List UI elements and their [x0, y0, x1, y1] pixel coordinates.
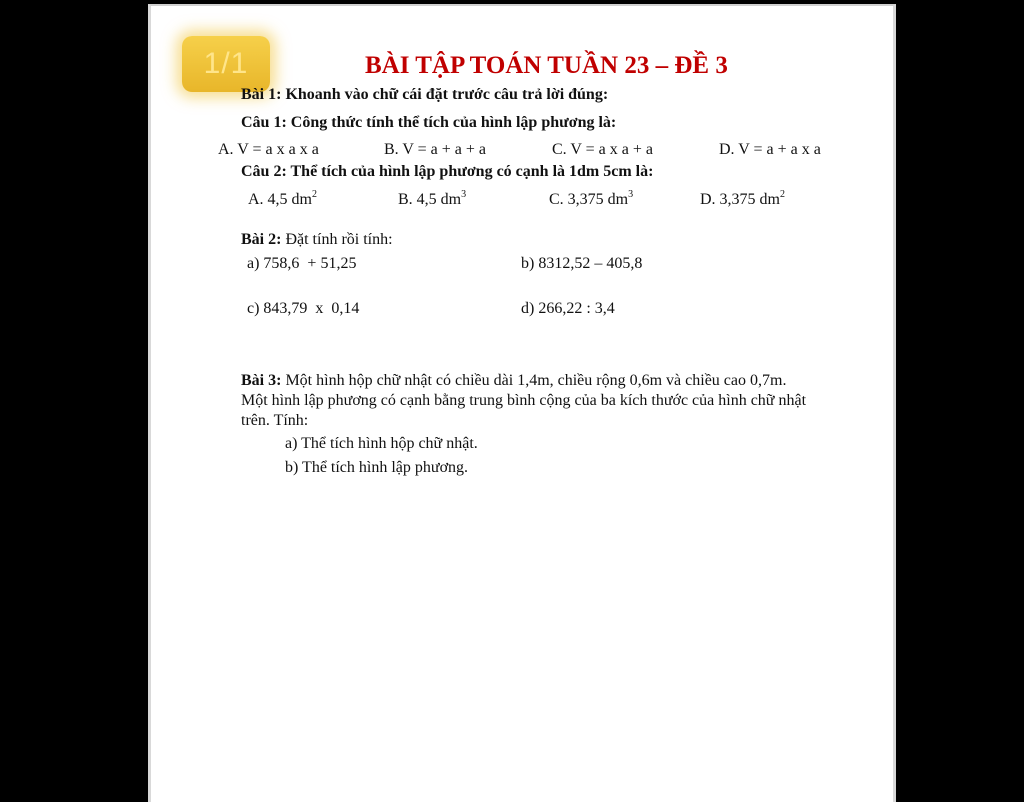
cau1-question: Câu 1: Công thức tính thể tích của hình lập phương là:: [241, 114, 617, 131]
bai2-item-a: a) 758,6 + 51,25: [247, 255, 357, 272]
bai2-heading: Bài 2: Đặt tính rồi tính:: [241, 231, 393, 248]
cau2-option-c: C. 3,375 $dm^3$: [549, 189, 634, 208]
cau2-option-b: B. 4,5 $dm^3$: [398, 189, 467, 208]
bai3-part-a: a) Thể tích hình hộp chữ nhật.: [285, 435, 478, 452]
bai2-item-c: c) 843,79 x 0,14: [247, 300, 360, 317]
bai3-line1: Bài 3: Một hình hộp chữ nhật có chiều dài 1,4m, chiều rộng 0,6m và chiều cao 0,7m.: [241, 372, 787, 389]
cau2-option-d: D. 3,375 $dm^2$: [700, 189, 785, 208]
cau1-option-b: B. V = a + a + a: [384, 141, 487, 158]
bai3-line3: trên. Tính:: [241, 412, 309, 429]
bai3-part-b: b) Thể tích hình lập phương.: [285, 459, 469, 476]
cau1-option-a: A. V = a x a x a: [218, 141, 319, 158]
document-title: BÀI TẬP TOÁN TUẦN 23 – ĐỀ 3: [365, 52, 728, 79]
bai1-heading: Bài 1: Khoanh vào chữ cái đặt trước câu trả lời đúng:: [241, 86, 609, 103]
bai2-item-d: d) 266,22 : 3,4: [521, 300, 615, 317]
bai3-line2: Một hình lập phương có cạnh bằng trung bình cộng của ba kích thước của hình chữ nhật: [241, 392, 807, 409]
cau2-option-a: A. 4,5 $dm^2$: [248, 189, 317, 208]
cau1-option-c: C. V = a x a + a: [552, 141, 653, 158]
bai2-item-b: b) 8312,52 – 405,8: [521, 255, 643, 272]
page-indicator-badge[interactable]: 1/1: [182, 36, 270, 92]
cau2-question: Câu 2: Thể tích của hình lập phương có cạnh là 1dm 5cm là:: [241, 163, 654, 180]
cau1-option-d: D. V = a + a x a: [719, 141, 821, 158]
